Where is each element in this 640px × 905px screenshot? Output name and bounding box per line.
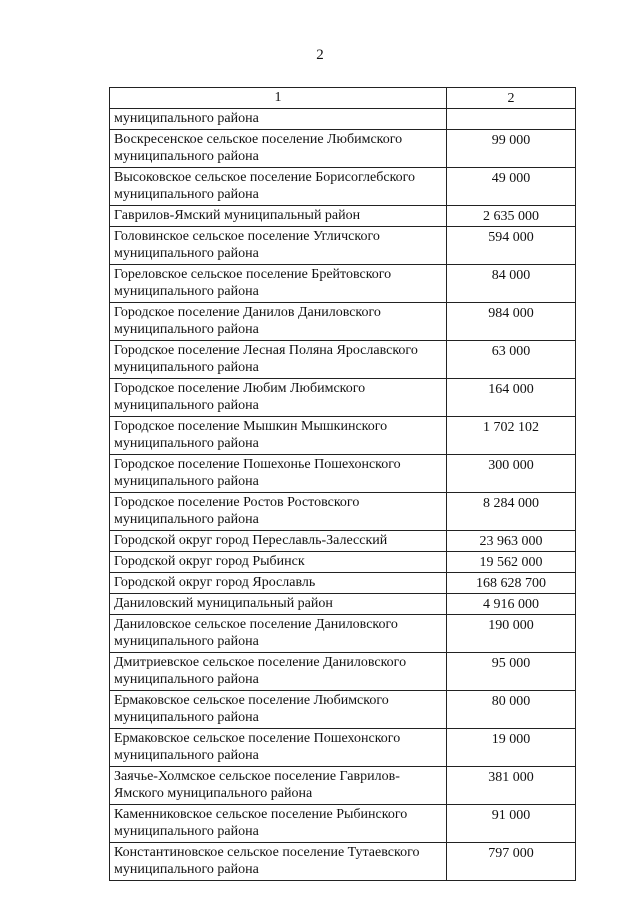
table-row <box>110 109 576 130</box>
header-col-1: 1 <box>110 88 447 109</box>
row-value <box>447 109 576 130</box>
header-col-2: 2 <box>447 88 576 109</box>
table-row <box>110 805 576 843</box>
row-name: муниципального района <box>110 109 447 130</box>
row-name: Ермаковское сельское поселение Любимского муниципального района <box>110 691 447 729</box>
row-name: Гореловское сельское поселение Брейтовского муниципального района <box>110 265 447 303</box>
row-name: Даниловское сельское поселение Даниловского муниципального района <box>110 615 447 653</box>
row-value: 49 000 <box>447 168 576 206</box>
row-value: 168 628 700 <box>447 573 576 594</box>
row-name: Гаврилов-Ямский муниципальный район <box>110 206 447 227</box>
row-value: 95 000 <box>447 653 576 691</box>
row-value: 381 000 <box>447 767 576 805</box>
table-row <box>110 653 576 691</box>
table-row <box>110 552 576 573</box>
table-row <box>110 843 576 881</box>
row-name: Головинское сельское поселение Угличского муниципального района <box>110 227 447 265</box>
row-name: Городское поселение Пошехонье Пошехонского муниципального района <box>110 455 447 493</box>
row-name: Городской округ город Ярославль <box>110 573 447 594</box>
row-name: Дмитриевское сельское поселение Даниловского муниципального района <box>110 653 447 691</box>
row-name: Городской округ город Рыбинск <box>110 552 447 573</box>
table-row <box>110 130 576 168</box>
table-row <box>110 573 576 594</box>
row-name: Каменниковское сельское поселение Рыбинского муниципального района <box>110 805 447 843</box>
budget-table <box>109 87 576 881</box>
table-row <box>110 767 576 805</box>
table-row <box>110 531 576 552</box>
row-value: 91 000 <box>447 805 576 843</box>
table-row <box>110 168 576 206</box>
row-name: Ермаковское сельское поселение Пошехонского муниципального района <box>110 729 447 767</box>
table-row <box>110 417 576 455</box>
row-value: 4 916 000 <box>447 594 576 615</box>
row-name: Даниловский муниципальный район <box>110 594 447 615</box>
table-row <box>110 206 576 227</box>
row-name: Константиновское сельское поселение Тутаевского муниципального района <box>110 843 447 881</box>
row-value: 19 000 <box>447 729 576 767</box>
table-row <box>110 303 576 341</box>
row-name: Городской округ город Переславль-Залесский <box>110 531 447 552</box>
row-value: 23 963 000 <box>447 531 576 552</box>
row-name: Городское поселение Любим Любимского муниципального района <box>110 379 447 417</box>
row-value: 594 000 <box>447 227 576 265</box>
row-value: 63 000 <box>447 341 576 379</box>
row-value: 84 000 <box>447 265 576 303</box>
row-value: 797 000 <box>447 843 576 881</box>
row-value: 80 000 <box>447 691 576 729</box>
table-row <box>110 265 576 303</box>
table-row <box>110 729 576 767</box>
row-value: 984 000 <box>447 303 576 341</box>
table-row <box>110 227 576 265</box>
row-value: 99 000 <box>447 130 576 168</box>
page-number: 2 <box>316 47 324 63</box>
table-header-row <box>110 88 576 109</box>
table-row <box>110 615 576 653</box>
row-name: Городское поселение Лесная Поляна Ярославского муниципального района <box>110 341 447 379</box>
row-value: 19 562 000 <box>447 552 576 573</box>
row-value: 190 000 <box>447 615 576 653</box>
row-name: Городское поселение Мышкин Мышкинского муниципального района <box>110 417 447 455</box>
table-row <box>110 493 576 531</box>
row-value: 1 702 102 <box>447 417 576 455</box>
table-row <box>110 341 576 379</box>
row-value: 300 000 <box>447 455 576 493</box>
table-row <box>110 379 576 417</box>
table-row <box>110 594 576 615</box>
row-name: Городское поселение Данилов Даниловского муниципального района <box>110 303 447 341</box>
table-row <box>110 455 576 493</box>
row-name: Воскресенское сельское поселение Любимского муниципального района <box>110 130 447 168</box>
table-row <box>110 691 576 729</box>
row-value: 8 284 000 <box>447 493 576 531</box>
row-value: 2 635 000 <box>447 206 576 227</box>
row-name: Городское поселение Ростов Ростовского муниципального района <box>110 493 447 531</box>
row-name: Высоковское сельское поселение Борисоглебского муниципального района <box>110 168 447 206</box>
row-value: 164 000 <box>447 379 576 417</box>
row-name: Заячье-Холмское сельское поселение Гаврилов-Ямского муниципального района <box>110 767 447 805</box>
